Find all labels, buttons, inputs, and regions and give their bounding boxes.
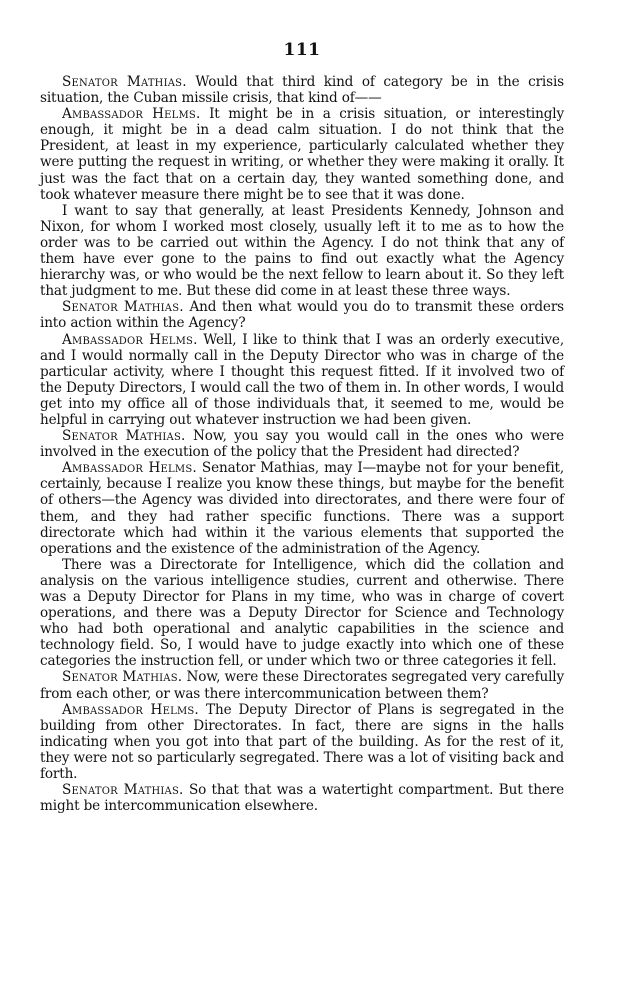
speaker-name: Senator Mathias. <box>62 74 187 90</box>
paragraph-text: It might be in a crisis situation, or interestingly enough, it might be in a dead calm situation. I do not think that the President, at least in my experience, particularly calculated whether they were putting the request in writing, or whether they were making it orally. It just was the fact that on a certain day, they wanted something done, and took whatever measure there might be to see that it was done. <box>40 106 564 203</box>
paragraph-10 <box>40 702 564 782</box>
page-number: 111 <box>283 40 321 60</box>
paragraph-text: Would that third kind of category be in the crisis situation, the Cuban missile crisis, that kind of—— <box>40 74 564 107</box>
paragraph-text: Well, I like to think that I was an orderly executive, and I would normally call in the Deputy Director who was in charge of the particular activity, where I thought this request fitted. If it involved two of the Deputy Directors, I would call the two of them in. In other words, I would get into my office all of those individuals that, it seemed to me, would be helpful in carrying out whatever instruction we had been given. <box>40 331 564 428</box>
paragraph-1 <box>40 74 564 106</box>
speaker-name: Senator Mathias. <box>62 428 186 445</box>
speaker-name: Ambassador Helms. <box>62 460 197 477</box>
speaker-name: Ambassador Helms. <box>62 106 201 123</box>
paragraph-8 <box>40 557 564 670</box>
paragraph-text: And then what would you do to transmit these orders into action within the Agency? <box>40 299 564 332</box>
paragraph-9 <box>40 669 564 701</box>
speaker-name: Senator Mathias. <box>62 299 184 316</box>
document-page <box>40 40 564 814</box>
paragraph-text: I want to say that generally, at least Presidents Kennedy, Johnson and Nixon, for whom I worked most closely, usually left it to me as to how the order was to be carried out within the Agency. I do not think that any of them have ever gone to the pains to find out exactly what the Agency hierarchy was, or who would be the next fellow to learn about it. So they left that judgment to me. But these did come in at least these three ways. <box>40 202 564 300</box>
paragraph-text: Senator Mathias, may I—maybe not for your benefit, certainly, because I realize you know these things, but maybe for the benefit of others—the Agency was divided into directorates, and there were four of them, and they had rather specific functions. There was a support directorate which had within it the various elements that supported the operations and the existence of the administration of the Agency. <box>40 460 564 557</box>
paragraph-text: Now, were these Directorates segregated very carefully from each other, or was there intercommunication between them? <box>40 669 564 702</box>
paragraph-6 <box>40 428 564 460</box>
speaker-name: Ambassador Helms. <box>62 701 199 718</box>
speaker-name: Ambassador Helms. <box>62 331 198 348</box>
paragraph-text: So that that was a watertight compartment. But there might be intercommunication elsewhere. <box>40 782 564 815</box>
paragraph-text: The Deputy Director of Plans is segregated in the building from other Directorates. In fact, there are signs in the halls indicating when you got into that part of the building. As for the rest of it, they were not so particularly segregated. There was a lot of visiting back and forth. <box>40 701 565 783</box>
paragraph-7 <box>40 460 564 557</box>
paragraph-11 <box>40 782 564 814</box>
paragraph-5 <box>40 332 564 429</box>
paragraph-4 <box>40 299 564 331</box>
paragraph-text: There was a Directorate for Intelligence, which did the collation and analysis on the various intelligence studies, current and otherwise. There was a Deputy Director for Plans in my time, who was in charge of covert operations, and there was a Deputy Director for Science and Technology who had both operational and analytic capabilities in the science and technology field. So, I would have to judge exactly into which one of these categories the instruction fell, or under which two or three categories it fell. <box>40 556 564 670</box>
paragraph-3 <box>40 203 564 300</box>
speaker-name: Senator Mathias. <box>62 669 183 686</box>
paragraph-text: Now, you say you would call in the ones who were involved in the execution of the policy that the President had directed? <box>40 428 564 461</box>
paragraph-2 <box>40 106 564 203</box>
speaker-name: Senator Mathias. <box>62 782 184 799</box>
